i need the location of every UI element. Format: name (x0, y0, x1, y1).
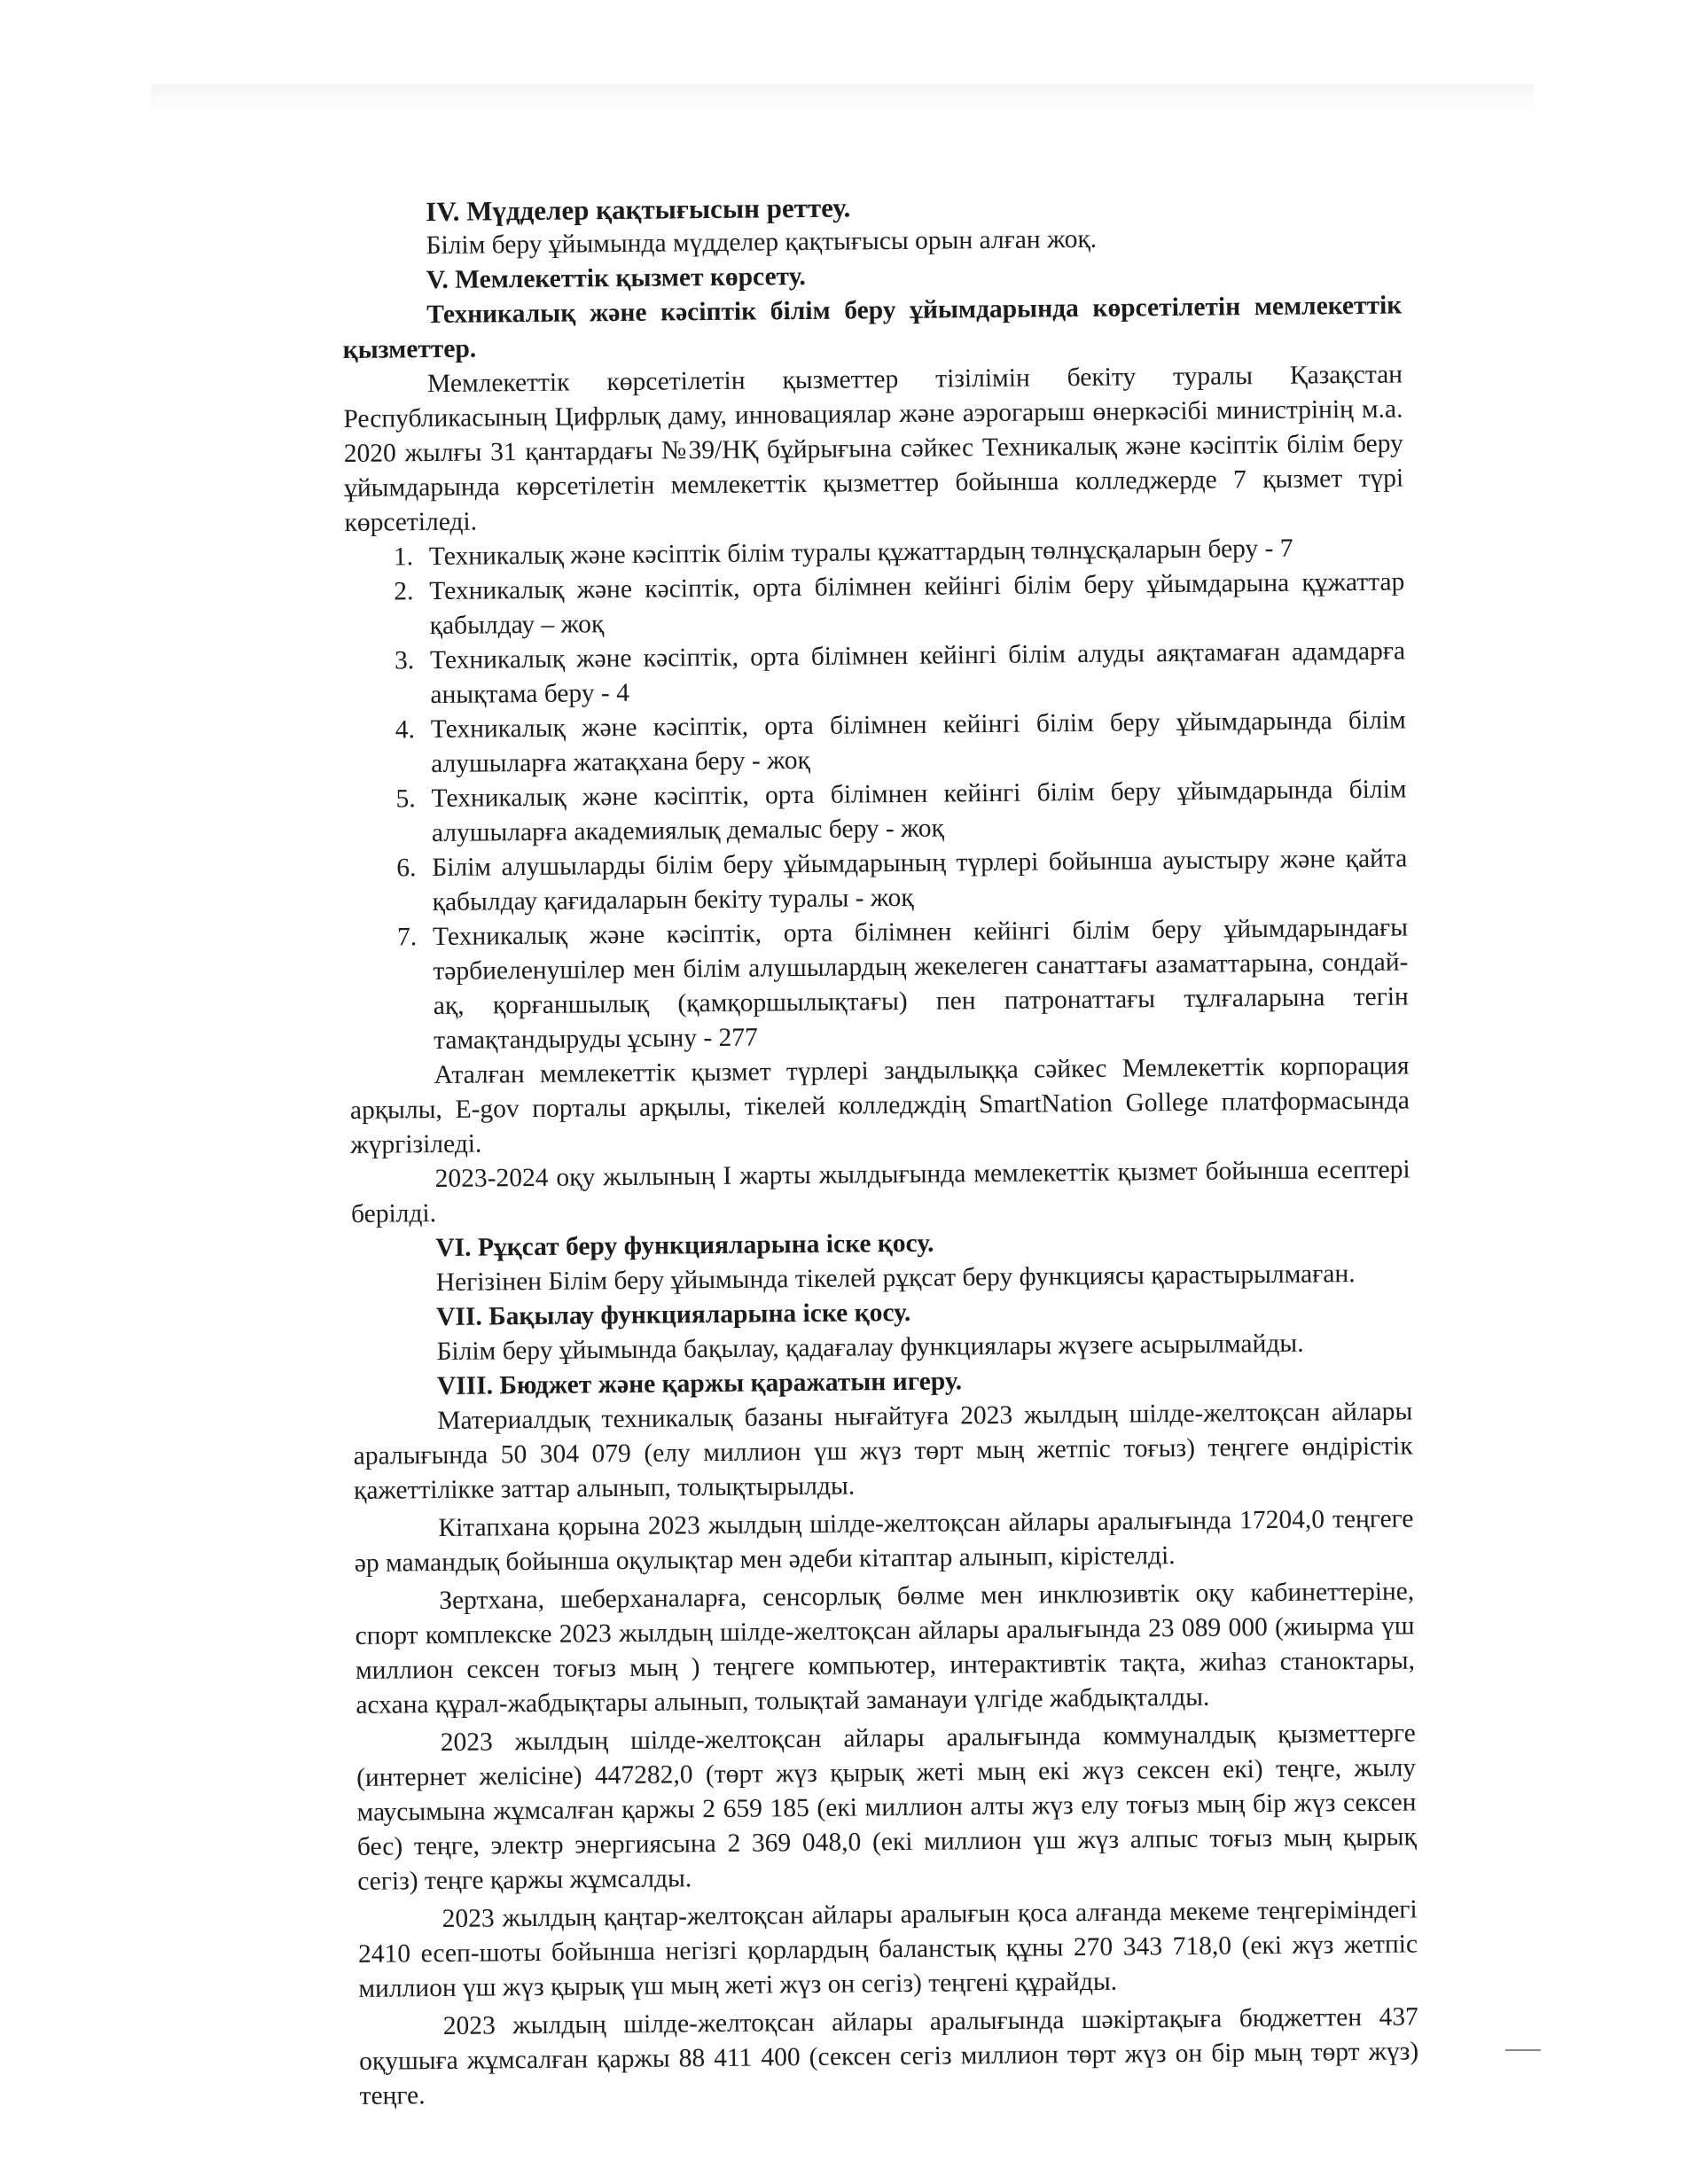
services-list (345, 531, 1410, 1059)
section-vi-text: Негізінен Білім беру ұйымында тікелей рұқсат беру функциясы қарастырылмаған. (435, 1260, 1356, 1298)
section-v-subheading: Техникалық және кәсіптік білім беру ұйымдарында көрсетілетін мемлекеттік қызметтер. (342, 291, 1403, 364)
list-item-text: Техникалық және кәсіптік, орта білімнен кейінгі білім алуды аяқтамаған адамдарға анықтама беру - 4 (429, 636, 1406, 710)
section-v-delivery: Аталған мемлекеттік қызмет түрлері заңдылыққа сәйкес Мемлекеттік корпорация арқылы, E-gov порталы арқылы, тікелей колледждің SmartNation Gollege платформасында жүргізіледі. (349, 1051, 1411, 1159)
scan-mark (1505, 2049, 1541, 2051)
budget-paragraph: 2023 жылдың шілде-желтоқсан айлары аралығында коммуналдық қызметтерге (интернет желісіне) 447282,0 (төрт жүз қырық жеті мың екі жүз сексен екі) теңге, жылу маусымына жұмсалған қаржы 2 659 185 (екі миллион алты жүз елу тоғыз мың бір жүз сексен бес) теңге, электр энергиясына 2 369 048,0 (екі миллион үш жүз алпыс тоғыз мың қырық сегіз) теңге қаржы жұмсалды. (356, 1719, 1417, 1896)
section-v-intro: Мемлекеттік көрсетілетін қызметтер тізілімін бекіту туралы Қазақстан Республикасының Цифрлық даму, инновациялар және аэрогарыш өнеркәсібі министрінің м.а. 2020 жылғы 31 қантардағы №39/НҚ бұйрығына сәйкес Техникалық және кәсіптік білім беру ұйымдарында көрсетілетін мемлекеттік қызметтер бойынша колледжерде 7 қызмет түрі көрсетіледі. (343, 360, 1404, 537)
section-viii-heading: VIII. Бюджет және қаржы қаражатын игеру. (436, 1367, 963, 1401)
list-item (345, 566, 1405, 644)
budget-paragraph: Кітапхана қорына 2023 жылдың шілде-желтоқсан айлары аралығында 17204,0 теңгеге әр мамандық бойынша оқулықтар мен әдеби кітаптар алынып, кірістелді. (354, 1504, 1414, 1578)
list-item-number: 6. (396, 854, 417, 883)
section-v-heading: V. Мемлекеттік қызмет көрсету. (426, 261, 806, 295)
list-item (347, 772, 1407, 851)
section-vii-text: Білім беру ұйымында бақылау, қадағалау функциялары жүзеге асырылмайды. (436, 1329, 1304, 1367)
list-item (347, 704, 1407, 783)
list-item (346, 635, 1406, 714)
list-item-number: 2. (394, 577, 414, 606)
list-item-number: 3. (394, 646, 415, 675)
list-item-text: Техникалық және кәсіптік, орта білімнен кейінгі білім беру ұйымдарындағы тәрбиеленушілер мен білім алушылардың жекелеген санаттағы азаматтарына, сондай- ақ, қорғаншылық (қамқоршылықтағы) пен патронаттағы тұлғаларына тегін тамақтандыруды ұсыну - 277 (432, 913, 1409, 1056)
section-vi-heading: VI. Рұқсат беру функцияларына іске қосу. (435, 1228, 934, 1263)
document-body (341, 185, 1419, 2114)
budget-paragraph: 2023 жылдың қаңтар-желтоқсан айлары аралығын қоса алғанда мекеме теңгеріміндегі 2410 есеп-шоты бойынша негізгі қорлардың баланстық құны 270 343 718,0 (екі жүз жетпіс миллион үш жүз қырық үш мың жеті жүз он сегіз) теңгені құрайды. (357, 1895, 1418, 2003)
section-iv-text: Білім беру ұйымында мүдделер қақтығысы орын алған жоқ. (426, 224, 1098, 261)
section-iv-heading: IV. Мүдделер қақтығысын реттеу. (426, 191, 851, 228)
list-item-number: 1. (393, 542, 414, 572)
budget-paragraph: Зертхана, шеберханаларға, сенсорлық бөлме мен инклюзивтік оқу кабинеттеріне, спорт комплекске 2023 жылдың шілде-желтоқсан айлары аралығында 23 089 000 (жиырма үш миллион сексен тоғыз мың ) теңгеге компьютер, интерактивтік тақта, жиһаз станоктары, асхана құрал-жабдықтары алынып, толықтай заманауи үлгіде жабдықталды. (355, 1577, 1416, 1720)
scan-shadow (151, 84, 1534, 111)
list-item-number: 7. (396, 923, 418, 952)
budget-paragraph: Материалдық техникалық базаны нығайтуға 2023 жылдың шілде-желтоқсан айлары аралығында 50 304 079 (елу миллион үш жүз төрт мың жетпіс тоғыз) теңгеге өндірістік қажеттілікке заттар алынып, толықтырылды. (353, 1397, 1413, 1505)
section-vii-heading: VII. Бақылау функцияларына іске қосу. (436, 1298, 911, 1332)
list-item-text: Техникалық және кәсіптік білім туралы құжаттардың төлнұсқаларын беру - 7 (428, 534, 1293, 572)
list-item (348, 910, 1409, 1058)
list-item-text: Техникалық және кәсіптік, орта білімнен кейінгі білім беру ұйымдарына құжаттар қабылдау – жоқ (429, 567, 1405, 641)
budget-paragraph: 2023 жылдың шілде-желтоқсан айлары аралығында шәкіртақыға бюджеттен 437 оқушыға жұмсалған қаржы 88 411 400 (сексен сегіз миллион төрт жүз он бір мың төрт жүз) теңге. (359, 2002, 1419, 2110)
list-item-text: Техникалық және кәсіптік, орта білімнен кейінгі білім беру ұйымдарында білім алушыларға академиялық демалыс беру - жоқ (431, 775, 1407, 848)
list-item-text: Білім алушыларды білім беру ұйымдарының түрлері бойынша ауыстыру және қайта қабылдау қағидаларын бекіту туралы - жоқ (432, 844, 1408, 917)
list-item-number: 4. (395, 715, 416, 745)
list-item (348, 841, 1408, 920)
list-item-number: 5. (395, 784, 416, 814)
list-item-text: Техникалық және кәсіптік, орта білімнен кейінгі білім беру ұйымдарында білім алушыларға жатақхана беру - жоқ (430, 706, 1406, 779)
section-v-report: 2023-2024 оқу жылының I жарты жылдығында мемлекеттік қызмет бойынша есептері берілді. (350, 1155, 1411, 1228)
